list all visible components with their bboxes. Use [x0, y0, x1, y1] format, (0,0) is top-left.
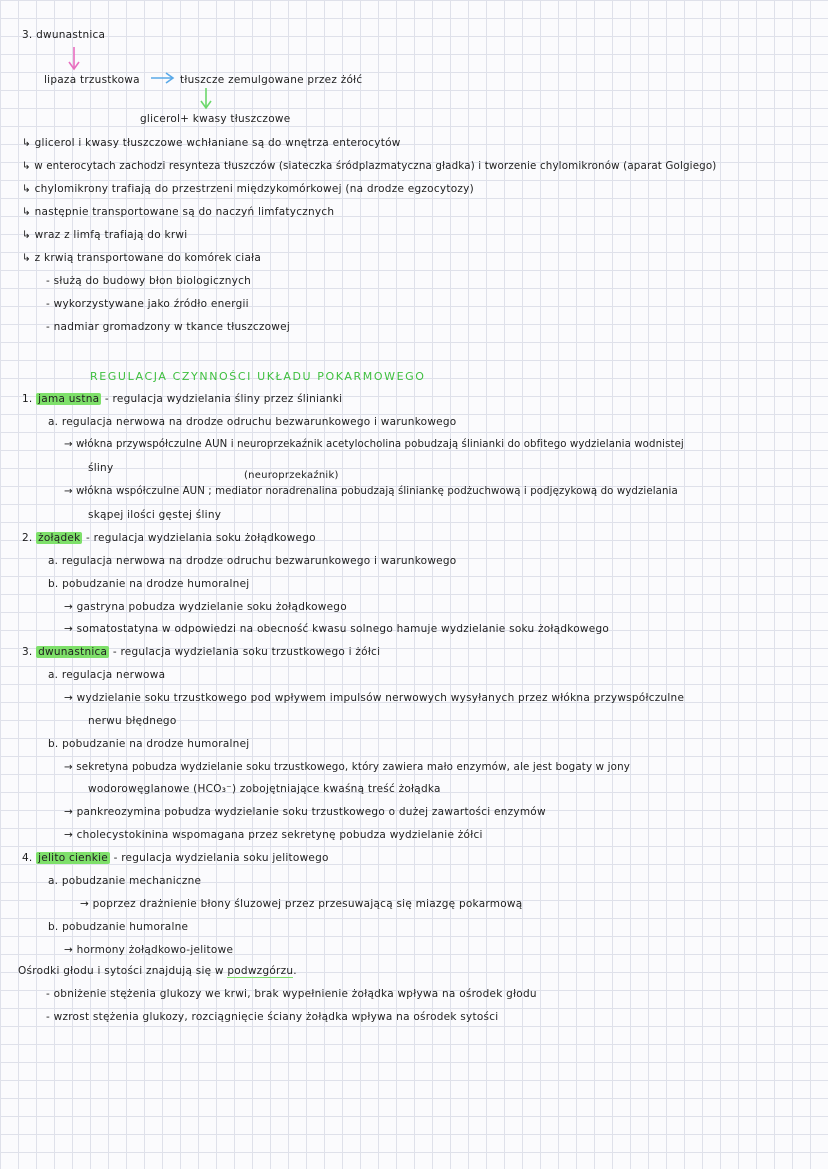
centers-text: Ośrodki głodu i sytości znajdują się w [18, 965, 228, 977]
sub-item-detail-cont: skąpej ilości gęstej śliny [88, 509, 222, 521]
hypothalamus-term: podwzgórzu [227, 965, 294, 977]
absorption-subitem: - nadmiar gromadzony w tkance tłuszczowej [46, 321, 291, 333]
section-number: 4. [22, 852, 33, 864]
products-label: glicerol+ kwasy tłuszczowe [140, 113, 291, 125]
sub-item-detail: → hormony żołądkowo-jelitowe [64, 944, 234, 956]
arrow-down-green-icon [198, 87, 214, 111]
sub-item-detail: → wydzielanie soku trzustkowego pod wpływem impulsów nerwowych wysyłanych przez włókna przywspółczulne [64, 692, 685, 704]
sub-item-detail: → poprzez drażnienie błony śluzowej przez przesuwającą się miazgę pokarmową [80, 898, 523, 910]
absorption-item: ↳ w enterocytach zachodzi resynteza tłuszczów (siateczka śródplazmatyczna gładka) i tworzenie chylomikronów (aparat Golgiego) [22, 160, 717, 172]
sub-item-detail: → cholecystokinina wspomagana przez sekretynę pobudza wydzielanie żółci [64, 829, 483, 841]
section-3-heading [22, 645, 380, 659]
section-2-heading [22, 531, 316, 545]
section-number: 3. [22, 646, 33, 658]
highlighted-term: dwunastnica [38, 646, 108, 658]
centers-heading [18, 964, 297, 978]
arrow-down-pink-icon [66, 46, 82, 72]
highlighted-term: jelito cienkie [38, 852, 108, 864]
section-heading-text: - regulacja wydzielania śliny przez ślinianki [101, 393, 343, 405]
sub-item-detail: → somatostatyna w odpowiedzi na obecność kwasu solnego hamuje wydzielanie soku żołądkowego [64, 623, 610, 635]
absorption-item: ↳ następnie transportowane są do naczyń limfatycznych [22, 206, 335, 218]
section-4-heading [22, 851, 329, 865]
sub-item-detail: → pankreozymina pobudza wydzielanie soku trzustkowego o dużej zawartości enzymów [64, 806, 546, 818]
sub-item: a. regulacja nerwowa na drodze odruchu bezwarunkowego i warunkowego [48, 416, 457, 428]
sub-item-detail: → sekretyna pobudza wydzielanie soku trzustkowego, który zawiera mało enzymów, ale jest bogaty w jony [64, 761, 631, 773]
sub-item: a. regulacja nerwowa [48, 669, 166, 681]
sub-item: b. pobudzanie humoralne [48, 921, 189, 933]
sub-item-detail: → włókna przywspółczulne AUN i neuroprzekaźnik acetylocholina pobudzają ślinianki do obfitego wydzielania wodnistej [64, 439, 684, 450]
arrow-right-blue-icon [150, 71, 176, 85]
emulsified-fats-label: tłuszcze zemulgowane przez żółć [180, 74, 363, 86]
absorption-subitem: - służą do budowy błon biologicznych [46, 275, 252, 287]
lipase-label: lipaza trzustkowa [44, 74, 140, 86]
sub-item-detail-cont: wodorowęglanowe (HCO₃⁻) zobojętniające kwaśną treść żołądka [88, 783, 441, 795]
sub-item-detail: → włókna współczulne AUN ; mediator noradrenalina pobudzają śliniankę podżuchwową i podjęzykową do wydzielania [64, 486, 678, 497]
highlighted-term: żołądek [38, 532, 81, 544]
sub-item: b. pobudzanie na drodze humoralnej [48, 578, 250, 590]
section-title: REGULACJA CZYNNOŚCI UKŁADU POKARMOWEGO [90, 370, 426, 383]
section-1-heading [22, 392, 342, 406]
section-number: 1. [22, 393, 33, 405]
absorption-item: ↳ chylomikrony trafiają do przestrzeni międzykomórkowej (na drodze egzocytozy) [22, 183, 474, 195]
absorption-item: ↳ glicerol i kwasy tłuszczowe wchłaniane są do wnętrza enterocytów [22, 137, 401, 149]
highlighted-term: jama ustna [38, 393, 100, 405]
sub-item: b. pobudzanie na drodze humoralnej [48, 738, 250, 750]
section-heading-text: - regulacja wydzielania soku trzustkowego i żółci [109, 646, 381, 658]
sub-item-detail-cont: śliny [88, 462, 114, 474]
absorption-item: ↳ wraz z limfą trafiają do krwi [22, 229, 188, 241]
sub-item: a. regulacja nerwowa na drodze odruchu bezwarunkowego i warunkowego [48, 555, 457, 567]
section-heading-text: - regulacja wydzielania soku żołądkowego [82, 532, 316, 544]
annotation-note: (neuroprzekaźnik) [244, 470, 339, 481]
centers-detail: - wzrost stężenia glukozy, rozciągnięcie ściany żołądka wpływa na ośrodek sytości [46, 1011, 499, 1023]
centers-end: . [293, 965, 297, 977]
centers-detail: - obniżenie stężenia glukozy we krwi, brak wypełnienie żołądka wpływa na ośrodek głodu [46, 988, 537, 1000]
heading-dwunastnica: 3. dwunastnica [22, 29, 106, 41]
absorption-subitem: - wykorzystywane jako źródło energii [46, 298, 249, 310]
sub-item-detail: → gastryna pobudza wydzielanie soku żołądkowego [64, 601, 347, 613]
sub-item-detail-cont: nerwu błędnego [88, 715, 177, 727]
section-number: 2. [22, 532, 33, 544]
section-heading-text: - regulacja wydzielania soku jelitowego [109, 852, 329, 864]
absorption-item: ↳ z krwią transportowane do komórek ciała [22, 252, 262, 264]
sub-item: a. pobudzanie mechaniczne [48, 875, 202, 887]
